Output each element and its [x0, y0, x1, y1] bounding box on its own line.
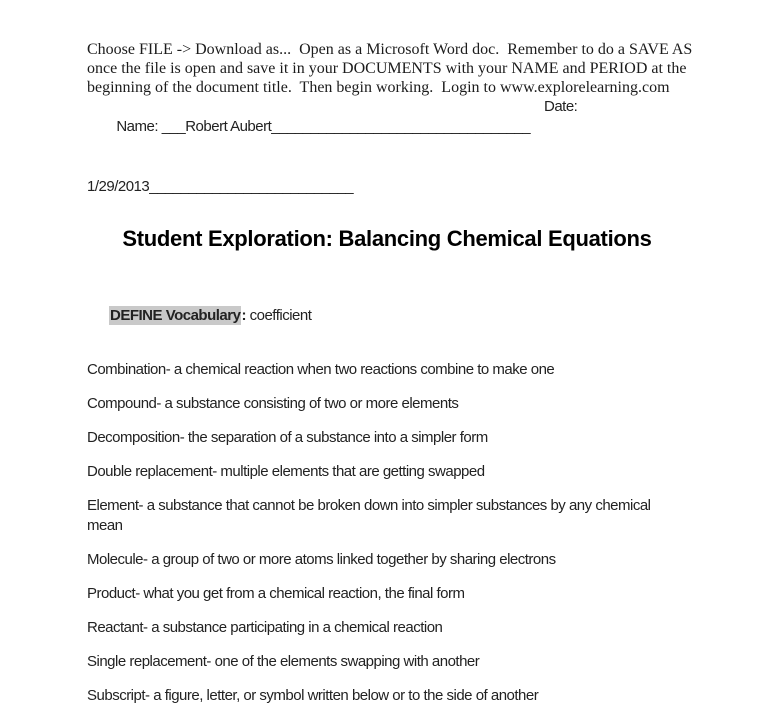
vocab-entry [87, 652, 687, 672]
document-content [87, 40, 693, 706]
define-vocabulary-highlighted-label: DEFINE Vocabulary [110, 307, 241, 324]
vocabulary-list [87, 360, 687, 706]
vocab-entry-line: Element- a substance that cannot be broken down into simpler substances by any chemical [87, 497, 651, 514]
date-label: Date: [544, 98, 578, 115]
vocab-entry-line: Compound- a substance consisting of two or more elements [87, 395, 459, 412]
name-date-block [87, 97, 687, 197]
vocab-entry-line: Combination- a chemical reaction when two reactions combine to make one [87, 361, 555, 378]
vocab-entry-line: Subscript- a figure, letter, or symbol written below or to the side of another [87, 687, 539, 704]
instructions-paragraph [87, 40, 693, 97]
define-vocabulary-colon: : [241, 307, 246, 324]
vocab-entry [87, 360, 687, 380]
vocab-entry [87, 618, 687, 638]
define-vocabulary-line [87, 286, 687, 346]
define-vocabulary-term: coefficient [245, 307, 312, 324]
vocab-entry-line: Single replacement- one of the elements swapping with another [87, 653, 480, 670]
page-title: Student Exploration: Balancing Chemical Equations [122, 226, 652, 251]
vocab-entry [87, 686, 687, 706]
vocab-entry-line: Molecule- a group of two or more atoms linked together by sharing electrons [87, 551, 556, 568]
date-line: 1/29/2013__________________________ [87, 178, 354, 195]
vocab-entry [87, 496, 687, 536]
instruction-line: Choose FILE -> Download as... Open as a Microsoft Word doc. Remember to do a SAVE AS [87, 41, 693, 58]
vocab-entry [87, 584, 687, 604]
vocab-entry-line: Reactant- a substance participating in a chemical reaction [87, 619, 443, 636]
vocab-entry [87, 550, 687, 570]
name-field: Name: ___Robert Aubert_________________________________ [116, 118, 531, 135]
name-line [87, 97, 687, 177]
vocab-entry-line: Decomposition- the separation of a substance into a simpler form [87, 429, 488, 446]
instruction-line: beginning of the document title. Then begin working. Login to www.explorelearning.com [87, 79, 670, 96]
vocab-entry-line: Product- what you get from a chemical reaction, the final form [87, 585, 465, 602]
vocab-entry [87, 394, 687, 414]
vocab-entry [87, 428, 687, 448]
vocab-entry [87, 462, 687, 482]
vocab-entry-line: Double replacement- multiple elements that are getting swapped [87, 463, 485, 480]
vocab-entry-line: mean [87, 517, 123, 534]
instruction-line: once the file is open and save it in your DOCUMENTS with your NAME and PERIOD at the [87, 60, 687, 77]
